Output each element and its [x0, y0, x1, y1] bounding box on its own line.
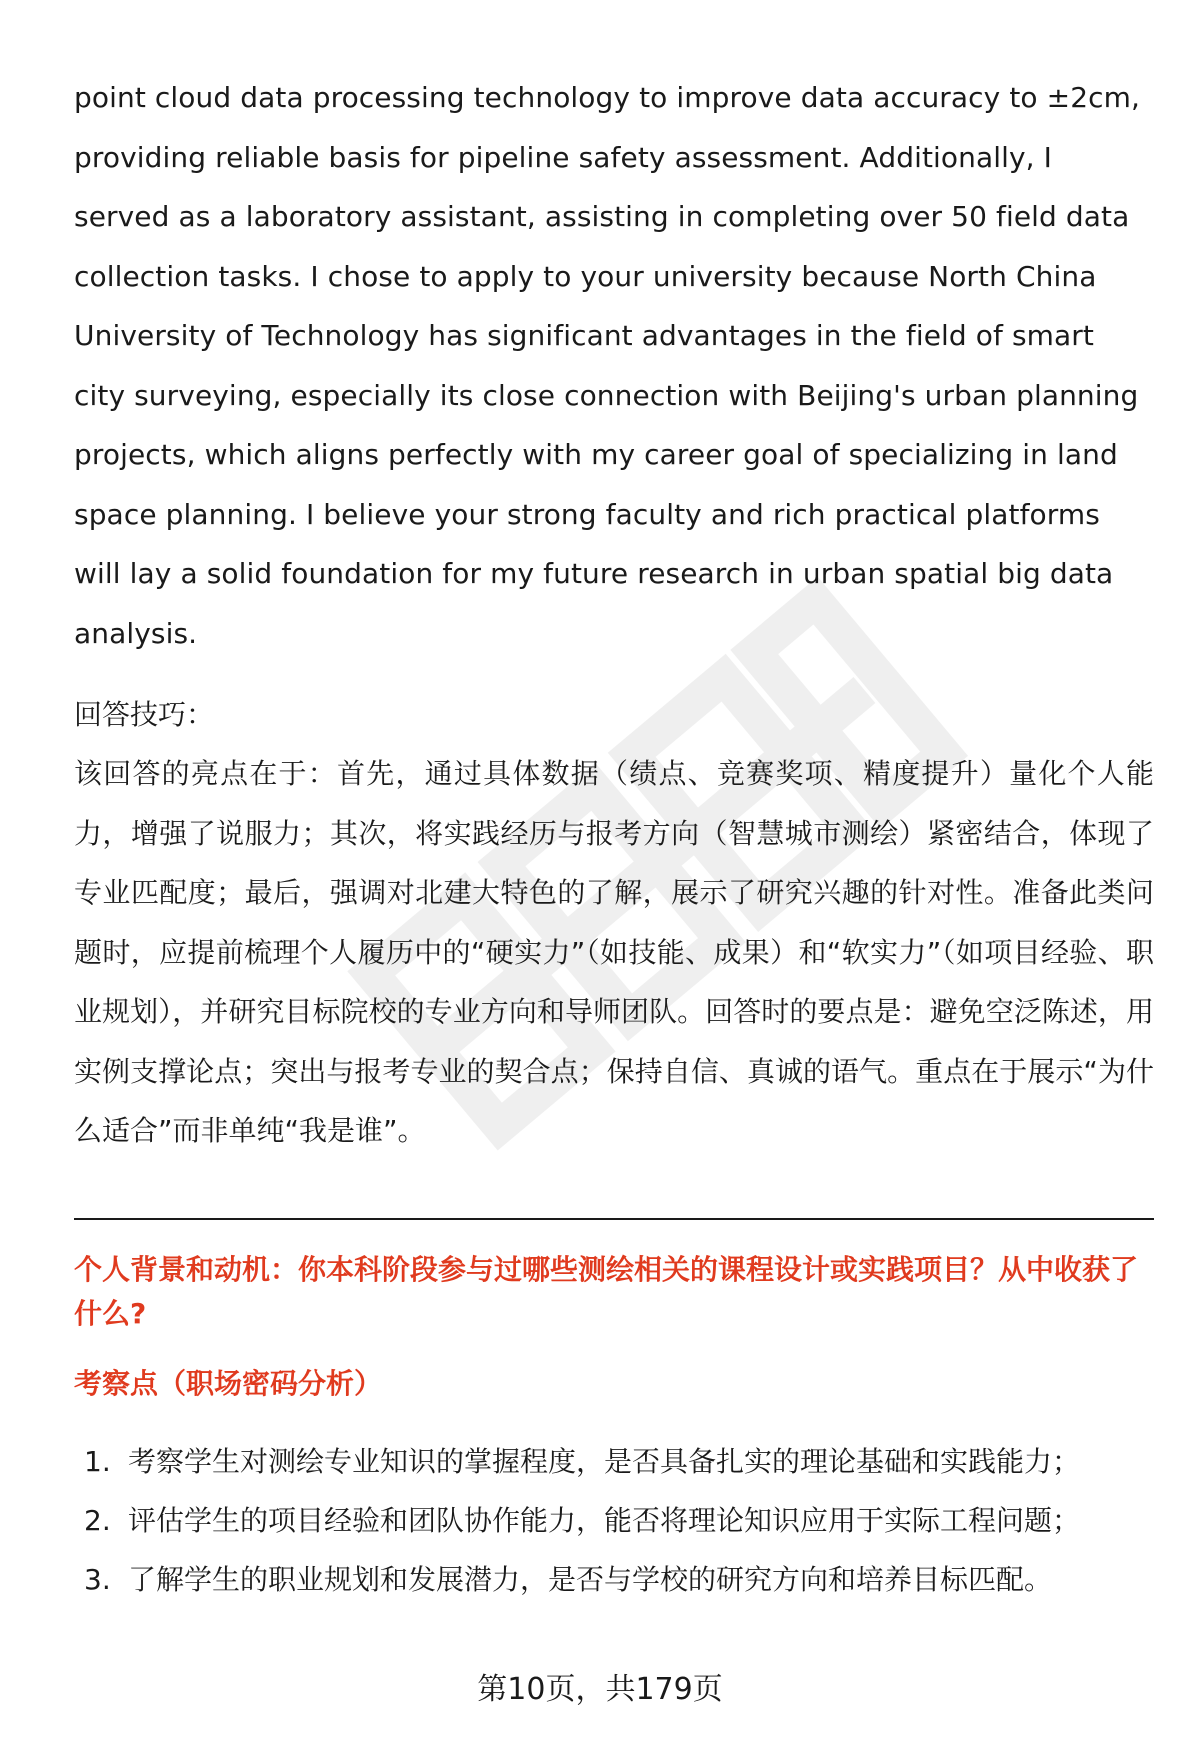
main-content	[74, 68, 1154, 1161]
list-item-text: 评估学生的项目经验和团队协作能力，能否将理论知识应用于实际工程问题；	[128, 1504, 1081, 1537]
assessment-title: 考察点（职场密码分析）	[74, 1367, 383, 1400]
assessment-list	[74, 1432, 1154, 1609]
section-divider	[74, 1218, 1154, 1220]
answer-continuation-paragraph: point cloud data processing technology to improve data accuracy to ±2cm, providing reliable basis for pipeline safety assessment. Additionally, I served as a laboratory assistant, assisting in completing over 50 field data collection tasks. I chose to apply to your university because North China University of Technology has significant advantages in the field of smart city surveying, especially its close connection with Beijing's urban planning projects, which aligns perfectly with my career goal of specializing in land space planning. I believe your strong faculty and rich practical platforms will lay a solid foundation for my future research in urban spatial big data analysis.	[74, 81, 1140, 650]
page-footer: 第10页，共179页	[477, 1672, 723, 1707]
question-heading: 个人背景和动机：你本科阶段参与过哪些测绘相关的课程设计或实践项目？从中收获了什么?	[74, 1253, 1139, 1330]
list-item-text: 了解学生的职业规划和发展潜力，是否与学校的研究方向和培养目标匹配。	[128, 1563, 1053, 1596]
list-item-number: 1.	[84, 1445, 111, 1478]
list-item	[74, 1550, 1154, 1609]
tips-paragraph: 该回答的亮点在于：首先，通过具体数据（绩点、竞赛奖项、精度提升）量化个人能力，增强了说服力；其次，将实践经历与报考方向（智慧城市测绘）紧密结合，体现了专业匹配度；最后，强调对北建大特色的了解，展示了研究兴趣的针对性。准备此类问题时，应提前梳理个人履历中的“硬实力”（如技能、成果）和“软实力”（如项目经验、职业规划），并研究目标院校的专业方向和导师团队。回答时的要点是：避免空泛陈述，用实例支撑论点；突出与报考专业的契合点；保持自信、真诚的语气。重点在于展示“为什么适合”而非单纯“我是谁”。	[74, 757, 1154, 1147]
list-item-number: 3.	[84, 1563, 111, 1596]
list-item-text: 考察学生对测绘专业知识的掌握程度，是否具备扎实的理论基础和实践能力；	[128, 1445, 1081, 1478]
tips-label: 回答技巧：	[74, 698, 215, 731]
list-item	[74, 1491, 1154, 1550]
list-item	[74, 1432, 1154, 1491]
list-item-number: 2.	[84, 1504, 111, 1537]
